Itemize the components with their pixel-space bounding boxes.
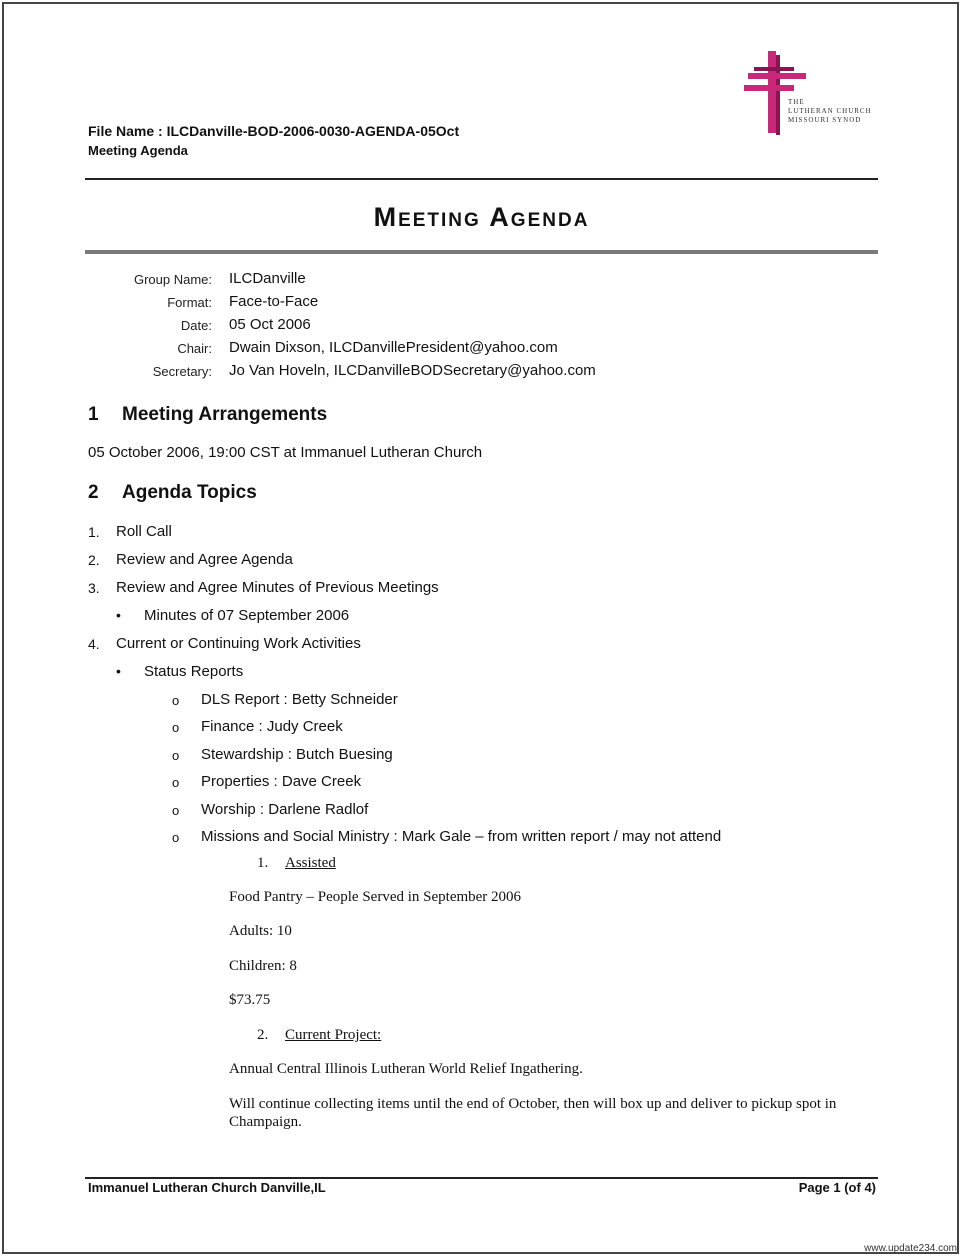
- section-heading-agenda: [88, 482, 257, 504]
- missions-sub-number: 2.: [257, 1027, 269, 1043]
- info-label: Chair:: [177, 341, 212, 356]
- list-item: Roll Call: [116, 523, 172, 540]
- report-item: Finance : Judy Creek: [201, 718, 343, 735]
- logo-line-1: THE: [788, 98, 805, 106]
- logo-caption: [788, 98, 872, 125]
- logo-line-3: MISSOURI SYNOD: [788, 116, 862, 124]
- children-count: Children: 8: [229, 958, 297, 974]
- bullet-icon: •: [116, 663, 121, 679]
- list-item: Review and Agree Minutes of Previous Meetings: [116, 579, 439, 596]
- circle-bullet-icon: o: [172, 803, 180, 818]
- arrangements-text: 05 October 2006, 19:00 CST at Immanuel Lutheran Church: [88, 444, 483, 461]
- info-label: Date:: [180, 318, 212, 333]
- watermark: www.update234.com: [864, 1243, 957, 1254]
- list-number: 2.: [88, 552, 100, 568]
- section-heading-arrangements: [88, 404, 327, 426]
- file-name: File Name : ILCDanville-BOD-2006-0030-AGENDA-05Oct: [88, 123, 460, 139]
- info-value: Face-to-Face: [229, 293, 319, 310]
- info-row-chair: [100, 339, 700, 359]
- list-subitem: Minutes of 07 September 2006: [144, 607, 350, 624]
- footer-organization: Immanuel Lutheran Church Danville,IL: [88, 1180, 326, 1195]
- circle-bullet-icon: o: [172, 693, 180, 708]
- report-item: Stewardship : Butch Buesing: [201, 746, 393, 763]
- section-title: Meeting Arrangements: [122, 404, 328, 425]
- report-item: Properties : Dave Creek: [201, 773, 362, 790]
- list-number: 4.: [88, 636, 100, 652]
- section-title: Agenda Topics: [122, 482, 257, 503]
- circle-bullet-icon: o: [172, 830, 180, 845]
- cross-logo-icon: [742, 49, 882, 139]
- info-value: Dwain Dixson, ILCDanvillePresident@yahoo.com: [229, 339, 558, 356]
- report-item: DLS Report : Betty Schneider: [201, 691, 398, 708]
- title-rule: [85, 250, 878, 254]
- list-number: 3.: [88, 580, 100, 596]
- info-row-format: [100, 293, 700, 313]
- circle-bullet-icon: o: [172, 748, 180, 763]
- page-number: Page 1 (of 4): [798, 1180, 876, 1195]
- missions-sub-number: 1.: [257, 855, 269, 871]
- bullet-icon: •: [116, 607, 121, 623]
- section-number: 2: [88, 482, 99, 503]
- missions-sub-title: Assisted: [285, 855, 336, 871]
- amount-text: $73.75: [229, 992, 271, 1008]
- circle-bullet-icon: o: [172, 720, 180, 735]
- report-item: Missions and Social Ministry : Mark Gale – from written report / may not attend: [201, 828, 722, 845]
- page-title: Meeting Agenda: [373, 202, 590, 232]
- section-number: 1: [88, 404, 99, 425]
- food-pantry-text: Food Pantry – People Served in September 2006: [229, 889, 522, 905]
- info-label: Format:: [167, 295, 212, 310]
- project-text: Annual Central Illinois Lutheran World Relief Ingathering.: [229, 1061, 583, 1077]
- list-item: Review and Agree Agenda: [116, 551, 293, 568]
- info-value: ILCDanville: [229, 270, 306, 287]
- info-label: Group Name:: [133, 272, 212, 287]
- logo-line-2: LUTHERAN CHURCH: [788, 107, 872, 115]
- info-value: 05 Oct 2006: [229, 316, 311, 333]
- continue-text-line-1: Will continue collecting items until the end of October, then will box up and deliver to pickup spot in: [229, 1096, 837, 1112]
- list-number: 1.: [88, 524, 100, 540]
- report-item: Worship : Darlene Radlof: [201, 801, 369, 818]
- list-item: Current or Continuing Work Activities: [116, 635, 361, 652]
- info-row-secretary: [100, 362, 700, 382]
- circle-bullet-icon: o: [172, 775, 180, 790]
- header-rule: [85, 178, 878, 180]
- info-row-date: [100, 316, 700, 336]
- footer-rule: [85, 1177, 878, 1179]
- header-subtitle: Meeting Agenda: [88, 143, 188, 158]
- info-label: Secretary:: [152, 364, 212, 379]
- info-value: Jo Van Hoveln, ILCDanvilleBODSecretary@yahoo.com: [229, 362, 596, 379]
- church-logo: [742, 49, 882, 139]
- info-row-group: [100, 270, 700, 290]
- list-subitem: Status Reports: [144, 663, 244, 680]
- adults-count: Adults: 10: [229, 923, 292, 939]
- continue-text-line-2: Champaign.: [229, 1114, 302, 1130]
- missions-sub-title: Current Project:: [285, 1027, 382, 1043]
